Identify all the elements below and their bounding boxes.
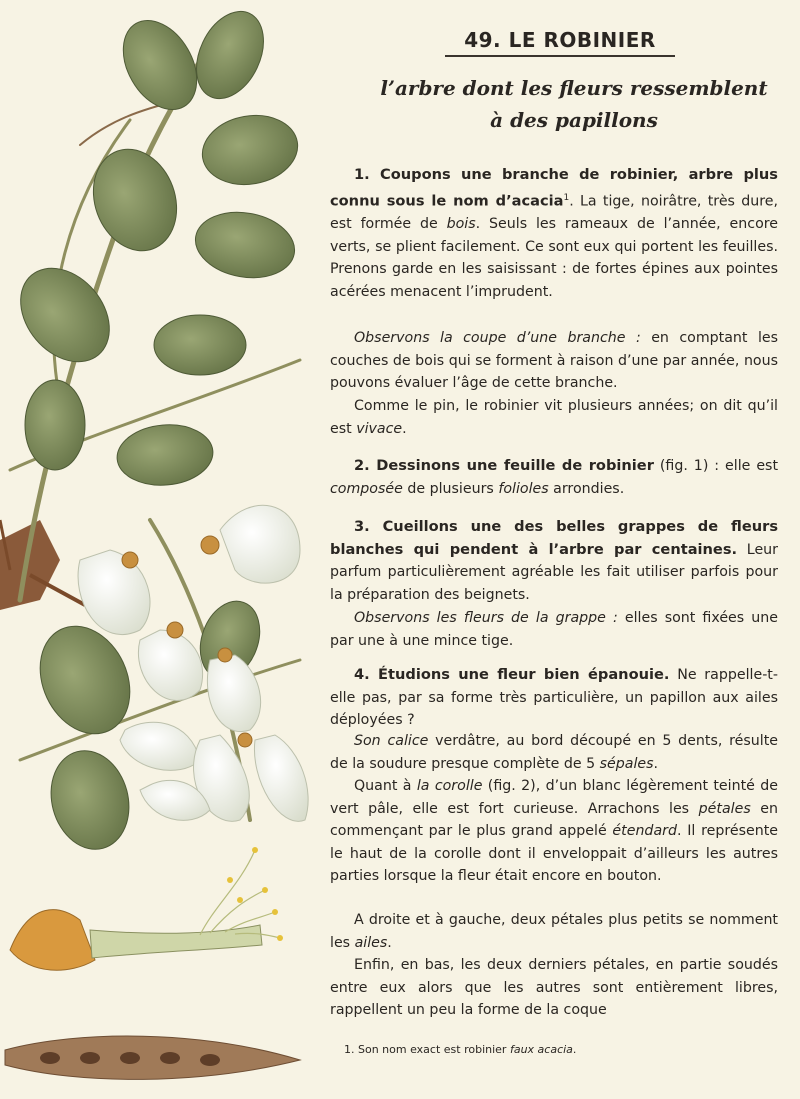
emphasis-bois: bois xyxy=(446,215,476,232)
vivace-text: Comme le pin, le robinier vit plusieurs années; on dit qu’il est xyxy=(330,398,778,437)
emphasis-sepales: sépales xyxy=(599,755,654,772)
subtitle-line-1: l’arbre dont les fleurs ressemblent xyxy=(380,76,768,100)
emphasis-composee: composée xyxy=(330,480,403,497)
dissected-flower xyxy=(10,847,283,970)
vivace-end: . xyxy=(402,420,407,437)
section-1-text-b: . Seuls les rameaux de l’année, encore verts, se plient facilement. Ce sont eux qui portent les feuilles. Prenons garde en les saisissant : de fortes épines aux pointes acérées menacent l’imprudent. xyxy=(330,215,778,300)
ailes-text: A droite et à gauche, deux pétales plus petits se nomment les xyxy=(330,912,778,951)
page-subtitle xyxy=(330,72,778,136)
subtitle-line-2: à des papillons xyxy=(490,108,658,132)
section-4-enfin: Enfin, en bas, les deux derniers pétales, en partie soudés entre eux alors que les autres sont entièrement libres, rappellent un peu la forme de la coque xyxy=(330,957,778,1019)
emphasis-ailes: ailes xyxy=(354,934,388,951)
corolle-text-a: Quant à xyxy=(354,778,417,794)
section-4-heading: 4. Étudions une fleur bien épanouie. xyxy=(354,666,670,683)
section-1-vivace xyxy=(330,395,778,440)
footnote-end: . xyxy=(572,1043,577,1056)
emphasis-calice: Son calice xyxy=(354,733,429,749)
section-2-paragraph xyxy=(330,455,778,500)
emphasis-etendard: étendard xyxy=(612,823,677,840)
footnote-emphasis: faux acacia xyxy=(509,1043,573,1056)
etendard-text: . Il représente le haut de la corolle dont il enveloppait d’ailleurs les autres parties lorsque la fleur était encore en bouton. xyxy=(330,823,778,885)
section-2-text-b: de plusieurs xyxy=(402,480,499,497)
section-1-heading: 1. Coupons une branche de robinier, arbre plus connu sous le nom d’acacia xyxy=(330,166,778,210)
sepales-end: . xyxy=(653,755,659,772)
text-column xyxy=(330,0,778,1099)
footnote-text: 1. Son nom exact est robinier xyxy=(344,1043,510,1056)
section-4-text: Ne rappelle-t-elle pas, par sa forme très particulière, un papillon aux ailes déployées ? xyxy=(330,667,778,729)
section-4-corolle xyxy=(330,775,778,888)
section-3-text: Leur parfum particulièrement agréable les fait utiliser parfois pour la préparation des beignets. xyxy=(330,541,779,603)
emphasis-vivace: vivace xyxy=(356,420,403,437)
section-2-text-a: (fig. 1) : elle est xyxy=(653,458,779,474)
emphasis-folioles: folioles xyxy=(498,480,549,497)
footnote-reference: 1 xyxy=(563,192,570,203)
emphasis-petales: pétales xyxy=(698,800,751,817)
section-1-observation xyxy=(330,327,778,395)
robinia-illustration xyxy=(0,0,320,1099)
section-3-heading: 3. Cueillons une des belles grappes de fleurs blanches qui pendent à l’arbre par centaines. xyxy=(330,518,778,558)
section-3-paragraph xyxy=(330,516,778,606)
section-4-ailes xyxy=(330,909,778,954)
ailes-end: . xyxy=(387,934,392,951)
section-1-paragraph xyxy=(330,164,778,303)
section-4-paragraph xyxy=(330,664,778,732)
observation-grappe-text: elles sont fixées une par une à une mince tige. xyxy=(330,610,778,649)
corolle-text-b: (fig. 2), d’un blanc légèrement teinté de vert pâle, elle est fort curieuse. Arrachons les xyxy=(330,778,778,817)
section-2-text-c: arrondies. xyxy=(548,480,625,497)
seed-pod xyxy=(5,1036,300,1079)
observation-label: Observons la coupe d’une branche : xyxy=(354,330,641,346)
page-title: 49. LE ROBINIER xyxy=(445,28,675,57)
emphasis-corolle: la corolle xyxy=(416,778,483,794)
section-2-heading: 2. Dessinons une feuille de robinier xyxy=(354,457,654,474)
branch xyxy=(0,520,85,610)
section-3-observation xyxy=(330,607,778,652)
footnote xyxy=(344,1043,774,1057)
observation-grappe-label: Observons les fleurs de la grappe : xyxy=(354,610,618,626)
section-1-text-a: . La tige, noirâtre, très dure, est formée de xyxy=(330,193,778,232)
petales-text: en commençant par le plus grand appelé xyxy=(330,800,779,840)
observation-text: en comptant les couches de bois qui se forment à raison d’une par année, nous pouvons évaluer l’âge de cette branche. xyxy=(330,330,779,392)
section-4-calice xyxy=(330,730,778,775)
calice-text: verdâtre, au bord découpé en 5 dents, résulte de la soudure presque complète de 5 xyxy=(330,733,778,772)
